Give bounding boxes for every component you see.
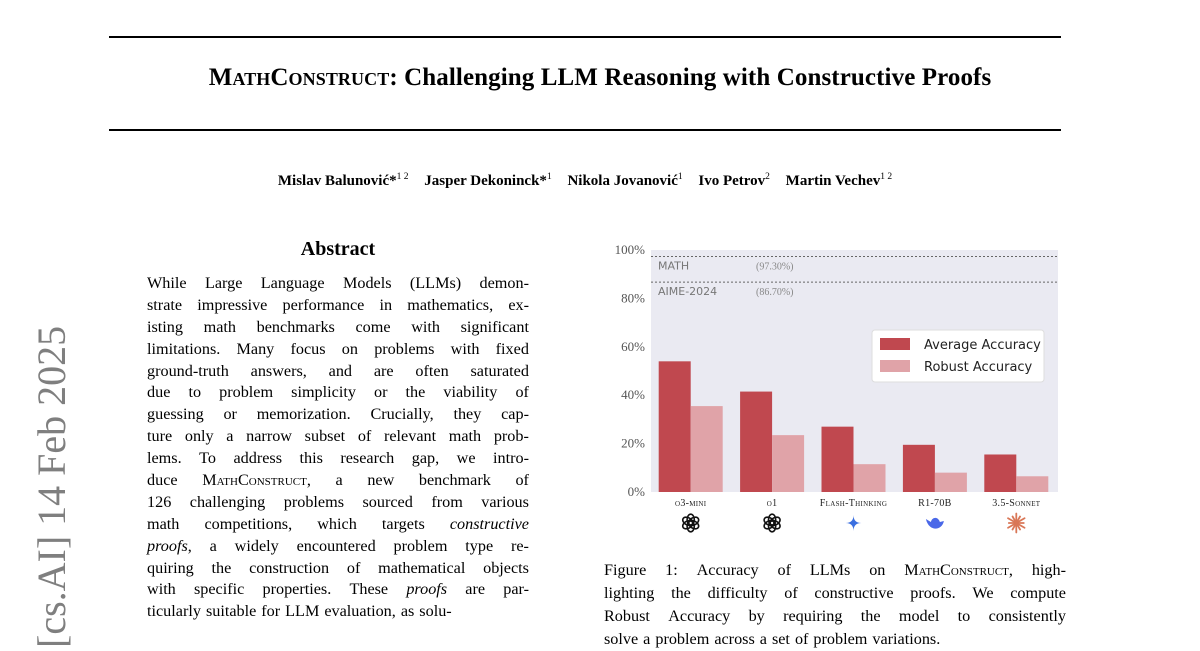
text-line: duce MathConstruct, a new benchmark of xyxy=(147,471,529,490)
bar-robust xyxy=(935,473,967,492)
text-line: proofs, a widely encountered problem type re- xyxy=(147,536,529,555)
x-tick-label: o1 xyxy=(766,498,778,509)
y-tick-label: 0% xyxy=(627,484,645,499)
x-tick-label: o3-mini xyxy=(674,498,707,509)
legend-swatch xyxy=(880,360,910,372)
text-line: solve a problem across a set of problem variations. xyxy=(604,630,941,648)
reference-value: (86.70%) xyxy=(756,287,794,299)
text-line: Robust Accuracy by requiring the model to consistently xyxy=(604,607,1066,625)
x-tick-label: 3.5-Sonnet xyxy=(992,498,1041,509)
reference-value: (97.30%) xyxy=(756,261,794,273)
author: Jasper Dekoninck*$^1$ xyxy=(424,172,552,189)
bar-robust xyxy=(1016,476,1048,492)
bar-robust xyxy=(691,406,723,492)
bar-average xyxy=(984,454,1016,492)
bar-robust xyxy=(772,435,804,492)
bar-average xyxy=(740,392,772,492)
author-list xyxy=(0,172,1170,190)
author: Nikola Jovanović$^1$ xyxy=(567,172,683,189)
text-line: guessing or memorization. Crucially, they cap- xyxy=(147,405,529,424)
text-line: ground-truth answers, and are often saturated xyxy=(147,361,529,380)
legend-swatch xyxy=(880,338,910,350)
text-line: ticularly suitable for LLM evaluation, as solu- xyxy=(147,602,452,621)
text-line: lighting the difficulty of constructive proofs. We compute xyxy=(604,584,1066,602)
text-line: 126 challenging problems sourced from various xyxy=(147,492,529,511)
x-tick-label: Flash-Thinking xyxy=(819,498,888,509)
accuracy-bar-chart xyxy=(600,238,1070,538)
text-line: ture only a narrow subset of relevant math prob- xyxy=(147,427,529,446)
reference-label: AIME-2024 xyxy=(658,285,718,299)
text-line: limitations. Many focus on problems with fixed xyxy=(147,339,529,358)
reference-label: MATH xyxy=(658,259,690,273)
text-line: While Large Language Models (LLMs) demon- xyxy=(147,274,529,292)
openai-logo-icon xyxy=(681,514,700,532)
title-subtitle: : Challenging LLM Reasoning with Constructive Proofs xyxy=(389,64,992,91)
paper-title xyxy=(0,64,1200,92)
anthropic-burst-icon xyxy=(1008,514,1024,533)
text-line: lems. To address this research gap, we intro- xyxy=(147,449,529,468)
x-tick-label: R1-70B xyxy=(918,498,952,509)
text-line: strate impressive performance in mathematics, ex- xyxy=(147,295,529,314)
text-line: quiring the construction of mathematical objects xyxy=(147,558,529,577)
bar-average xyxy=(659,361,691,492)
text-line: Figure 1: Accuracy of LLMs on MathConstruct, high- xyxy=(604,561,1066,579)
text-line: with specific properties. These proofs are par- xyxy=(147,580,529,599)
deepseek-whale-icon xyxy=(926,518,944,529)
text-line: math competitions, which targets constructive xyxy=(147,514,529,533)
y-tick-label: 60% xyxy=(621,338,645,354)
y-tick-label: 40% xyxy=(621,387,645,403)
benchmark-name: MathConstruct xyxy=(208,64,390,91)
text-line: isting math benchmarks come with significant xyxy=(147,317,529,336)
bar-robust xyxy=(854,464,886,492)
title-rule-bottom xyxy=(109,129,1061,131)
openai-logo-icon xyxy=(763,514,782,532)
abstract-body xyxy=(147,273,529,623)
abstract-heading: Abstract xyxy=(300,238,376,260)
author: Martin Vechev$^{1 2}$ xyxy=(785,172,893,189)
legend-label: Average Accuracy xyxy=(924,338,1041,353)
legend-label: Robust Accuracy xyxy=(924,360,1033,375)
text-line: due to problem simplicity or the viability of xyxy=(147,383,529,402)
bar-average xyxy=(822,427,854,492)
gemini-sparkle-icon xyxy=(846,515,862,531)
y-tick-label: 20% xyxy=(621,435,645,451)
figure-caption xyxy=(604,559,1066,651)
y-tick-label: 100% xyxy=(614,242,645,257)
title-rule-top xyxy=(109,36,1061,38)
y-tick-label: 80% xyxy=(621,290,645,306)
bar-average xyxy=(903,445,935,492)
author: Mislav Balunović*$^{1 2}$ xyxy=(277,172,409,189)
arxiv-stamp: [cs.AI] 14 Feb 2025 xyxy=(29,325,74,648)
author: Ivo Petrov$^2$ xyxy=(698,172,770,189)
